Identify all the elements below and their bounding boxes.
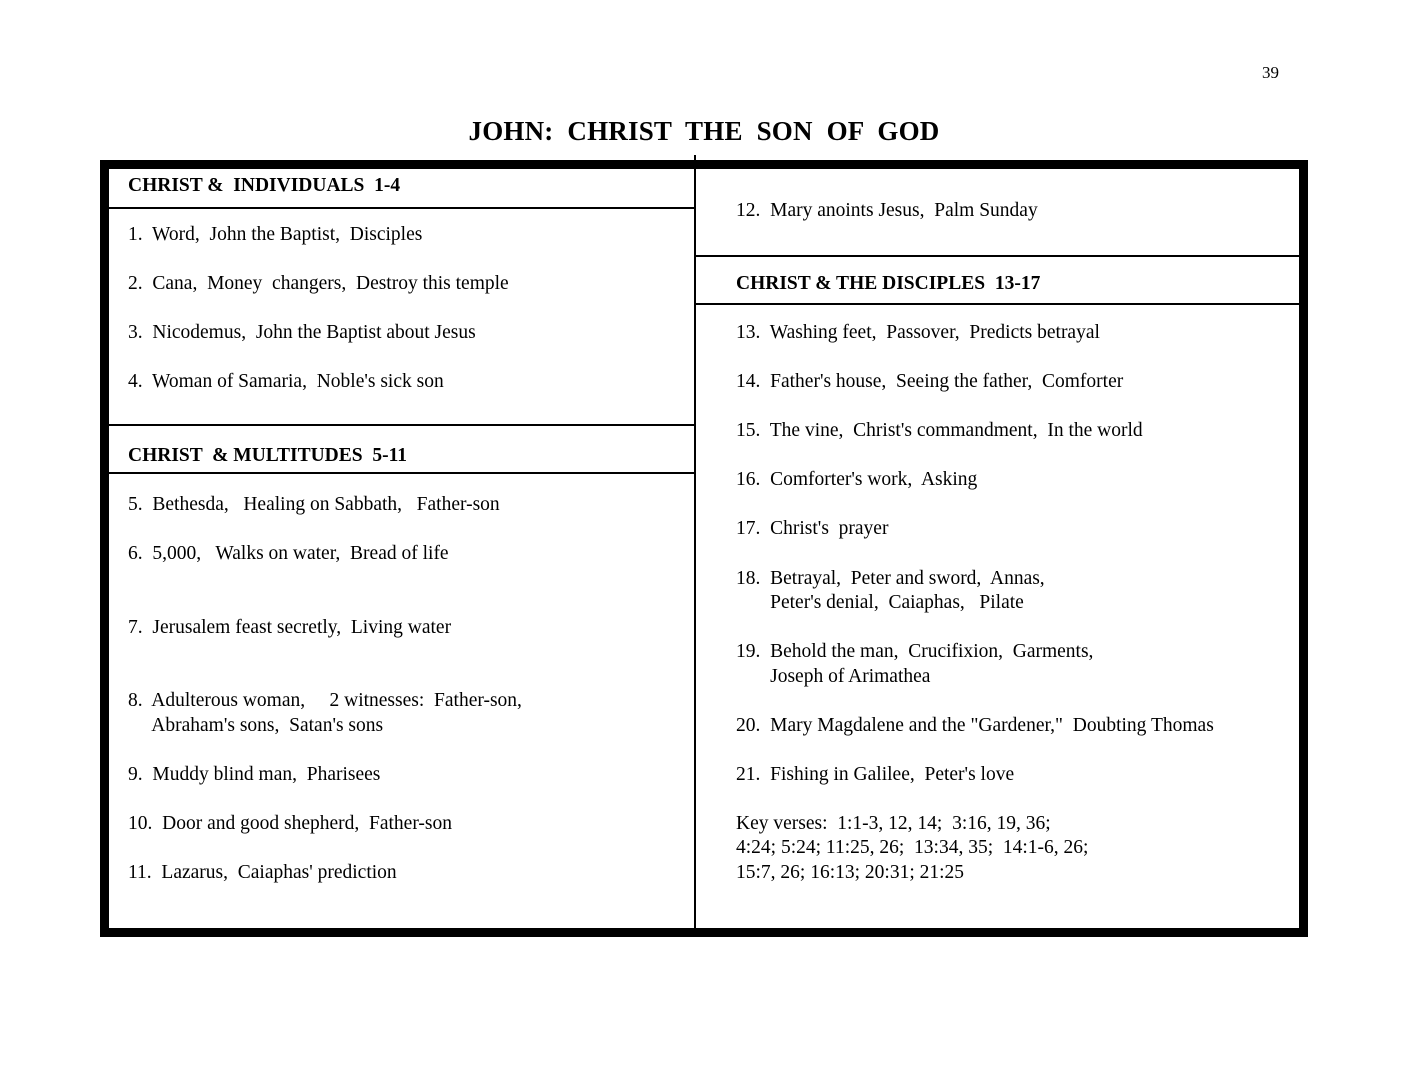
list-item: 15. The vine, Christ's commandment, In the world [736,420,1143,441]
list-item: 7. Jerusalem feast secretly, Living water [128,617,452,638]
column-divider [694,169,696,928]
list-item-continuation: Peter's denial, Caiaphas, Pilate [736,592,1024,613]
list-item: 19. Behold the man, Crucifixion, Garments, [736,641,1094,662]
section-heading-disciples: CHRIST & THE DISCIPLES 13-17 [736,273,1041,294]
list-item: 10. Door and good shepherd, Father-son [128,813,453,834]
list-item: 18. Betrayal, Peter and sword, Annas, [736,568,1045,589]
section-heading-multitudes: CHRIST & MULTITUDES 5-11 [128,445,408,466]
list-item: 11. Lazarus, Caiaphas' prediction [128,862,397,883]
list-item: 13. Washing feet, Passover, Predicts betrayal [736,322,1100,343]
section-heading-individuals: CHRIST & INDIVIDUALS 1-4 [128,175,401,196]
row-divider [109,207,695,209]
list-item: 21. Fishing in Galilee, Peter's love [736,764,1015,785]
page-number: 39 [1262,63,1279,82]
key-verses-line: 4:24; 5:24; 11:25, 26; 13:34, 35; 14:1-6, 26; [736,837,1089,858]
list-item: 6. 5,000, Walks on water, Bread of life [128,543,449,564]
list-item: 3. Nicodemus, John the Baptist about Jesus [128,322,476,343]
list-item: 4. Woman of Samaria, Noble's sick son [128,371,444,392]
list-item: 16. Comforter's work, Asking [736,469,978,490]
list-item: 17. Christ's prayer [736,518,889,539]
list-item-continuation: Joseph of Arimathea [736,666,931,687]
list-item-continuation: Abraham's sons, Satan's sons [128,715,384,736]
row-divider [696,303,1299,305]
list-item: 12. Mary anoints Jesus, Palm Sunday [736,200,1038,221]
row-divider [696,255,1299,257]
list-item: 9. Muddy blind man, Pharisees [128,764,381,785]
row-divider [109,424,695,426]
list-item: 8. Adulterous woman, 2 witnesses: Father-son, [128,690,522,711]
key-verses-line: 15:7, 26; 16:13; 20:31; 21:25 [736,862,965,883]
row-divider [109,472,695,474]
list-item: 20. Mary Magdalene and the "Gardener," Doubting Thomas [736,715,1214,736]
content-table [100,160,1308,937]
page-title: JOHN: CHRIST THE SON OF GOD [468,116,940,146]
key-verses-line: Key verses: 1:1-3, 12, 14; 3:16, 19, 36; [736,813,1051,834]
list-item: 5. Bethesda, Healing on Sabbath, Father-son [128,494,500,515]
list-item: 2. Cana, Money changers, Destroy this temple [128,273,509,294]
list-item: 14. Father's house, Seeing the father, Comforter [736,371,1124,392]
list-item: 1. Word, John the Baptist, Disciples [128,224,423,245]
